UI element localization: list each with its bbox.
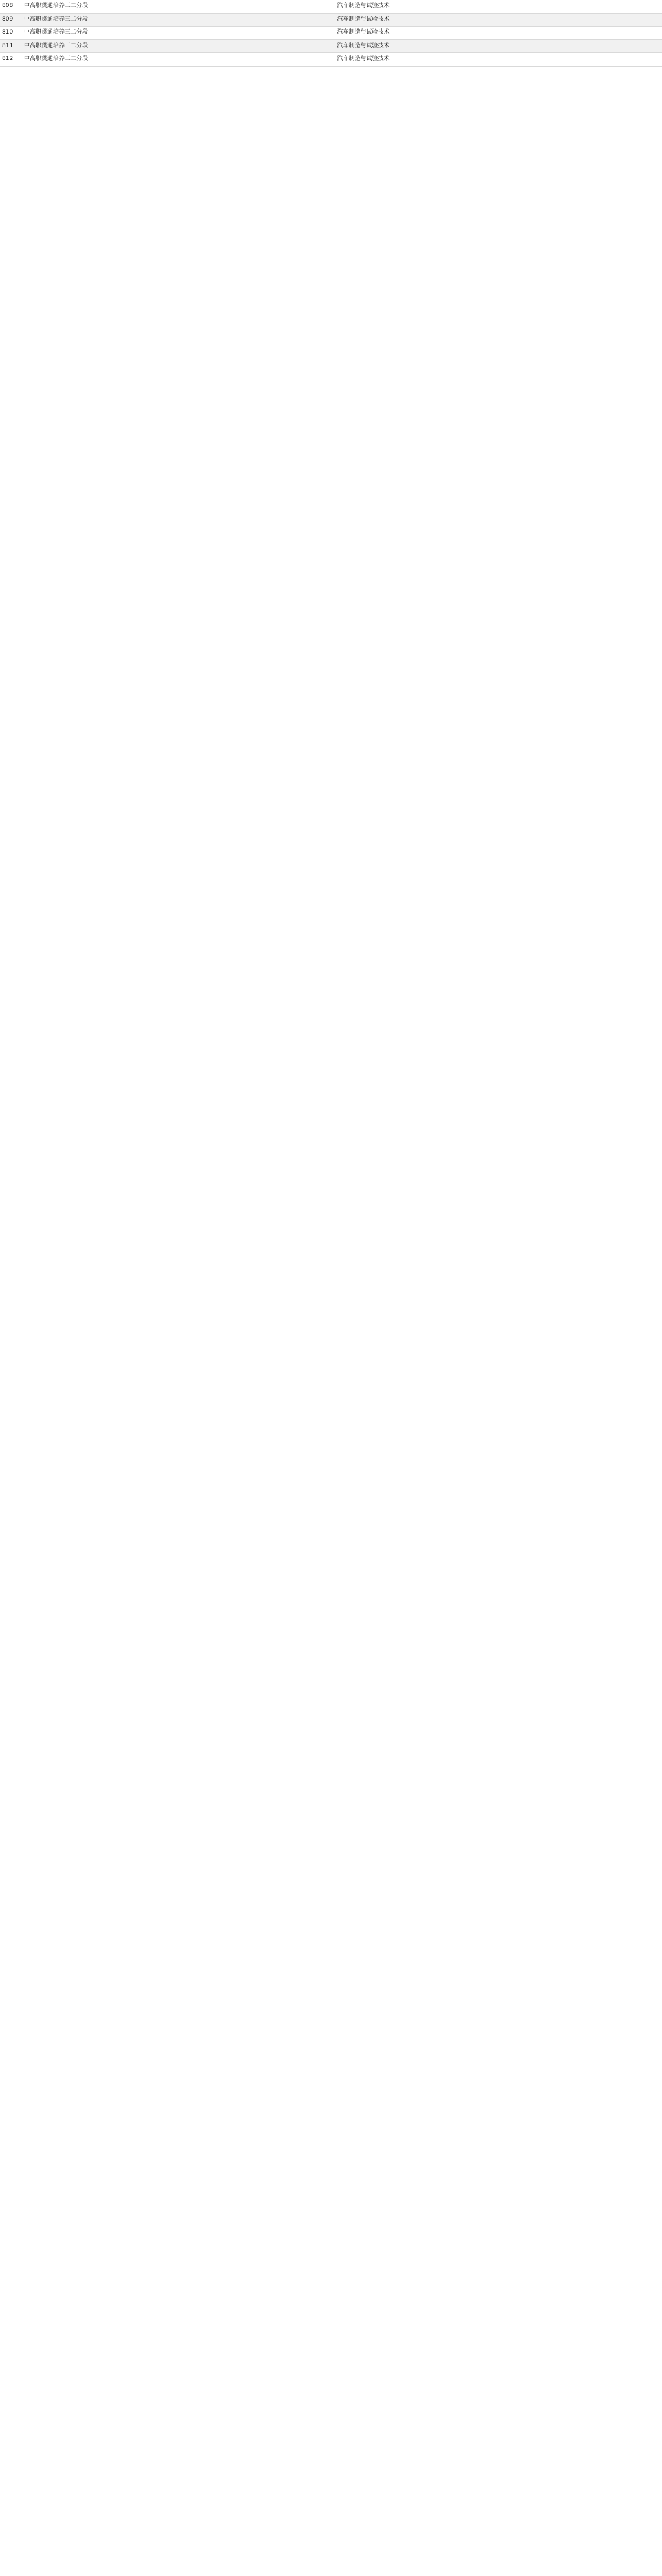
cell-school xyxy=(421,53,662,67)
cell-name xyxy=(178,27,218,40)
cell-major: 汽车制造与试验技术 xyxy=(316,53,411,67)
cell-student-id xyxy=(105,53,178,67)
cell-dash xyxy=(411,13,421,27)
cell-id-card xyxy=(218,27,316,40)
cell-school xyxy=(421,13,662,27)
cell-major: 汽车制造与试验技术 xyxy=(316,0,411,13)
cell-dash xyxy=(411,39,421,53)
table-row xyxy=(0,53,662,67)
cell-major: 汽车制造与试验技术 xyxy=(316,27,411,40)
cell-dash xyxy=(411,53,421,67)
table-row xyxy=(0,0,662,13)
cell-school xyxy=(421,27,662,40)
cell-category: 中高职贯通培养三二分段 xyxy=(22,53,105,67)
cell-category: 中高职贯通培养三二分段 xyxy=(22,0,105,13)
cell-seq: 809 xyxy=(0,13,22,27)
cell-id-card xyxy=(218,39,316,53)
cell-name xyxy=(178,0,218,13)
cell-major: 汽车制造与试验技术 xyxy=(316,13,411,27)
cell-student-id xyxy=(105,13,178,27)
cell-dash xyxy=(411,0,421,13)
roster-table xyxy=(0,0,662,67)
roster-rows xyxy=(0,0,662,66)
cell-id-card xyxy=(218,0,316,13)
cell-seq: 808 xyxy=(0,0,22,13)
table-row xyxy=(0,27,662,40)
cell-student-id xyxy=(105,0,178,13)
cell-student-id xyxy=(105,39,178,53)
cell-dash xyxy=(411,27,421,40)
cell-name xyxy=(178,53,218,67)
cell-category: 中高职贯通培养三二分段 xyxy=(22,13,105,27)
table-row xyxy=(0,13,662,27)
cell-category: 中高职贯通培养三二分段 xyxy=(22,39,105,53)
cell-name xyxy=(178,39,218,53)
cell-name xyxy=(178,13,218,27)
cell-id-card xyxy=(218,53,316,67)
cell-major: 汽车制造与试验技术 xyxy=(316,39,411,53)
cell-school xyxy=(421,39,662,53)
cell-school xyxy=(421,0,662,13)
cell-id-card xyxy=(218,13,316,27)
cell-seq: 810 xyxy=(0,27,22,40)
cell-category: 中高职贯通培养三二分段 xyxy=(22,27,105,40)
cell-seq: 811 xyxy=(0,39,22,53)
cell-student-id xyxy=(105,27,178,40)
cell-seq: 812 xyxy=(0,53,22,67)
table-row xyxy=(0,39,662,53)
